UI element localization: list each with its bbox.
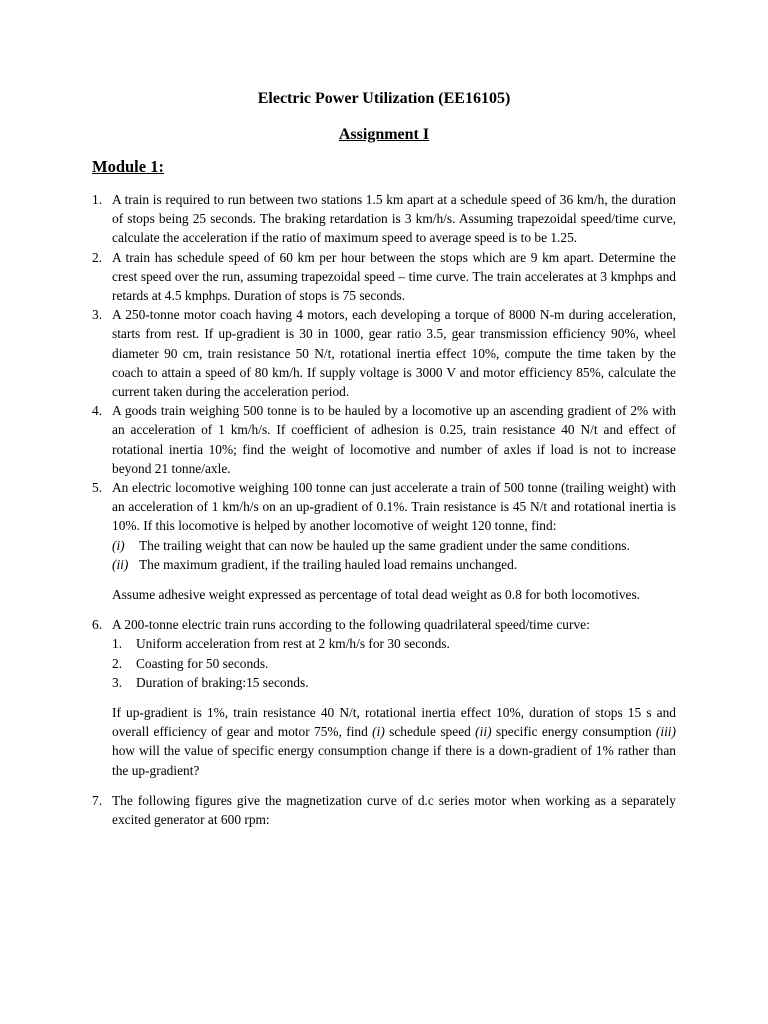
- question-text: A train has schedule speed of 60 km per hour between the stops which are 9 km apart. Determine the crest speed over the run, assuming trapezoidal speed – time curve. The train accelerates at 3 kmphps and retards at 4.5 kmphps. Duration of stops is 75 seconds.: [112, 249, 676, 304]
- list-item-number: 3.: [112, 674, 123, 690]
- question-4: [92, 401, 676, 478]
- question-number: 3.: [92, 307, 103, 323]
- list-item: [112, 673, 676, 692]
- list-item-text: Duration of braking:15 seconds.: [136, 674, 309, 690]
- question-3: [92, 305, 676, 401]
- question-text: The following figures give the magnetization curve of d.c series motor when working as a separately excited generator at 600 rpm:: [112, 792, 676, 828]
- list-item: [112, 634, 676, 653]
- question-number: 2.: [92, 249, 103, 265]
- question-2: [92, 248, 676, 306]
- question-number: 7.: [92, 792, 103, 808]
- part-label: (i): [372, 724, 385, 740]
- sub-question: [112, 555, 676, 574]
- question-note: [112, 703, 676, 780]
- note-text: how will the value of specific energy consumption change if there is a down-gradient of 1% rather than the up-gradient?: [112, 743, 676, 778]
- question-number: 4.: [92, 403, 103, 419]
- question-note: Assume adhesive weight expressed as percentage of total dead weight as 0.8 for both locomotives.: [112, 587, 641, 603]
- part-label: (ii): [475, 724, 492, 740]
- question-number: 6.: [92, 617, 103, 633]
- list-item: [112, 654, 676, 673]
- sub-question-label: (ii): [112, 556, 129, 572]
- list-item-number: 2.: [112, 655, 123, 671]
- note-text: schedule speed: [384, 724, 476, 740]
- assignment-heading: Assignment I: [338, 126, 430, 143]
- list-item-number: 1.: [112, 636, 123, 652]
- question-7: [92, 791, 676, 829]
- question-text: A 200-tonne electric train runs according to the following quadrilateral speed/time curve:: [112, 617, 590, 633]
- question-text: A train is required to run between two stations 1.5 km apart at a schedule speed of 36 km/h, the duration of stops being 25 seconds. The braking retardation is 3 km/h/s. Assuming trapezoidal speed/time curve, calculate the acceleration if the ratio of maximum speed to average speed is to be 1.25.: [112, 192, 676, 246]
- question-5: [92, 478, 676, 604]
- sub-question: [112, 536, 676, 555]
- question-1: [92, 190, 676, 248]
- note-text: specific energy consumption: [491, 724, 656, 740]
- note-text: If up-gradient is 1%, train resistance 40 N/t, rotational inertia effect 10%, duration of stops 15 s and overall efficiency of gear and motor 75%, find: [112, 705, 676, 740]
- sub-question-text: The maximum gradient, if the trailing hauled load remains unchanged.: [139, 556, 518, 572]
- document-title: Electric Power Utilization (EE16105): [257, 90, 511, 107]
- module-heading: Module 1:: [92, 157, 164, 176]
- list-item-text: Coasting for 50 seconds.: [136, 655, 269, 671]
- part-label: (iii): [655, 724, 676, 740]
- sub-question-text: The trailing weight that can now be hauled up the same gradient under the same conditions.: [139, 537, 630, 553]
- question-number: 1.: [92, 192, 103, 207]
- sub-question-label: (i): [112, 537, 125, 553]
- question-text: An electric locomotive weighing 100 tonne can just accelerate a train of 500 tonne (trailing weight) with an acceleration of 1 km/h/s on an up-gradient of 0.1%. Train resistance is 45 N/t and rotational inertia is 10%. If this locomotive is helped by another locomotive of weight 120 tonne, find:: [112, 480, 676, 534]
- question-text: A 250-tonne motor coach having 4 motors, each developing a torque of 8000 N-m during acceleration, starts from rest. If up-gradient is 30 in 1000, gear ratio 3.5, gear transmission efficiency 90%, wheel diameter 90 cm, train resistance 50 N/t, rotational inertia effect 10%, compute the time taken by the coach to attain a speed of 80 km/h. If supply voltage is 3000 V and motor efficiency 85%, calculate the current taken during the acceleration period.: [112, 307, 676, 400]
- question-6: [92, 615, 676, 780]
- question-list: [92, 190, 676, 829]
- list-item-text: Uniform acceleration from rest at 2 km/h/s for 30 seconds.: [136, 636, 450, 652]
- question-text: A goods train weighing 500 tonne is to be hauled by a locomotive up an ascending gradient of 2% with an acceleration of 1 km/h/s. If coefficient of adhesion is 0.25, train resistance 40 N/t and effect of rotational inertia 10%; find the weight of locomotive and number of axles if load is not to increase beyond 21 tonne/axle.: [112, 403, 676, 476]
- question-number: 5.: [92, 480, 103, 496]
